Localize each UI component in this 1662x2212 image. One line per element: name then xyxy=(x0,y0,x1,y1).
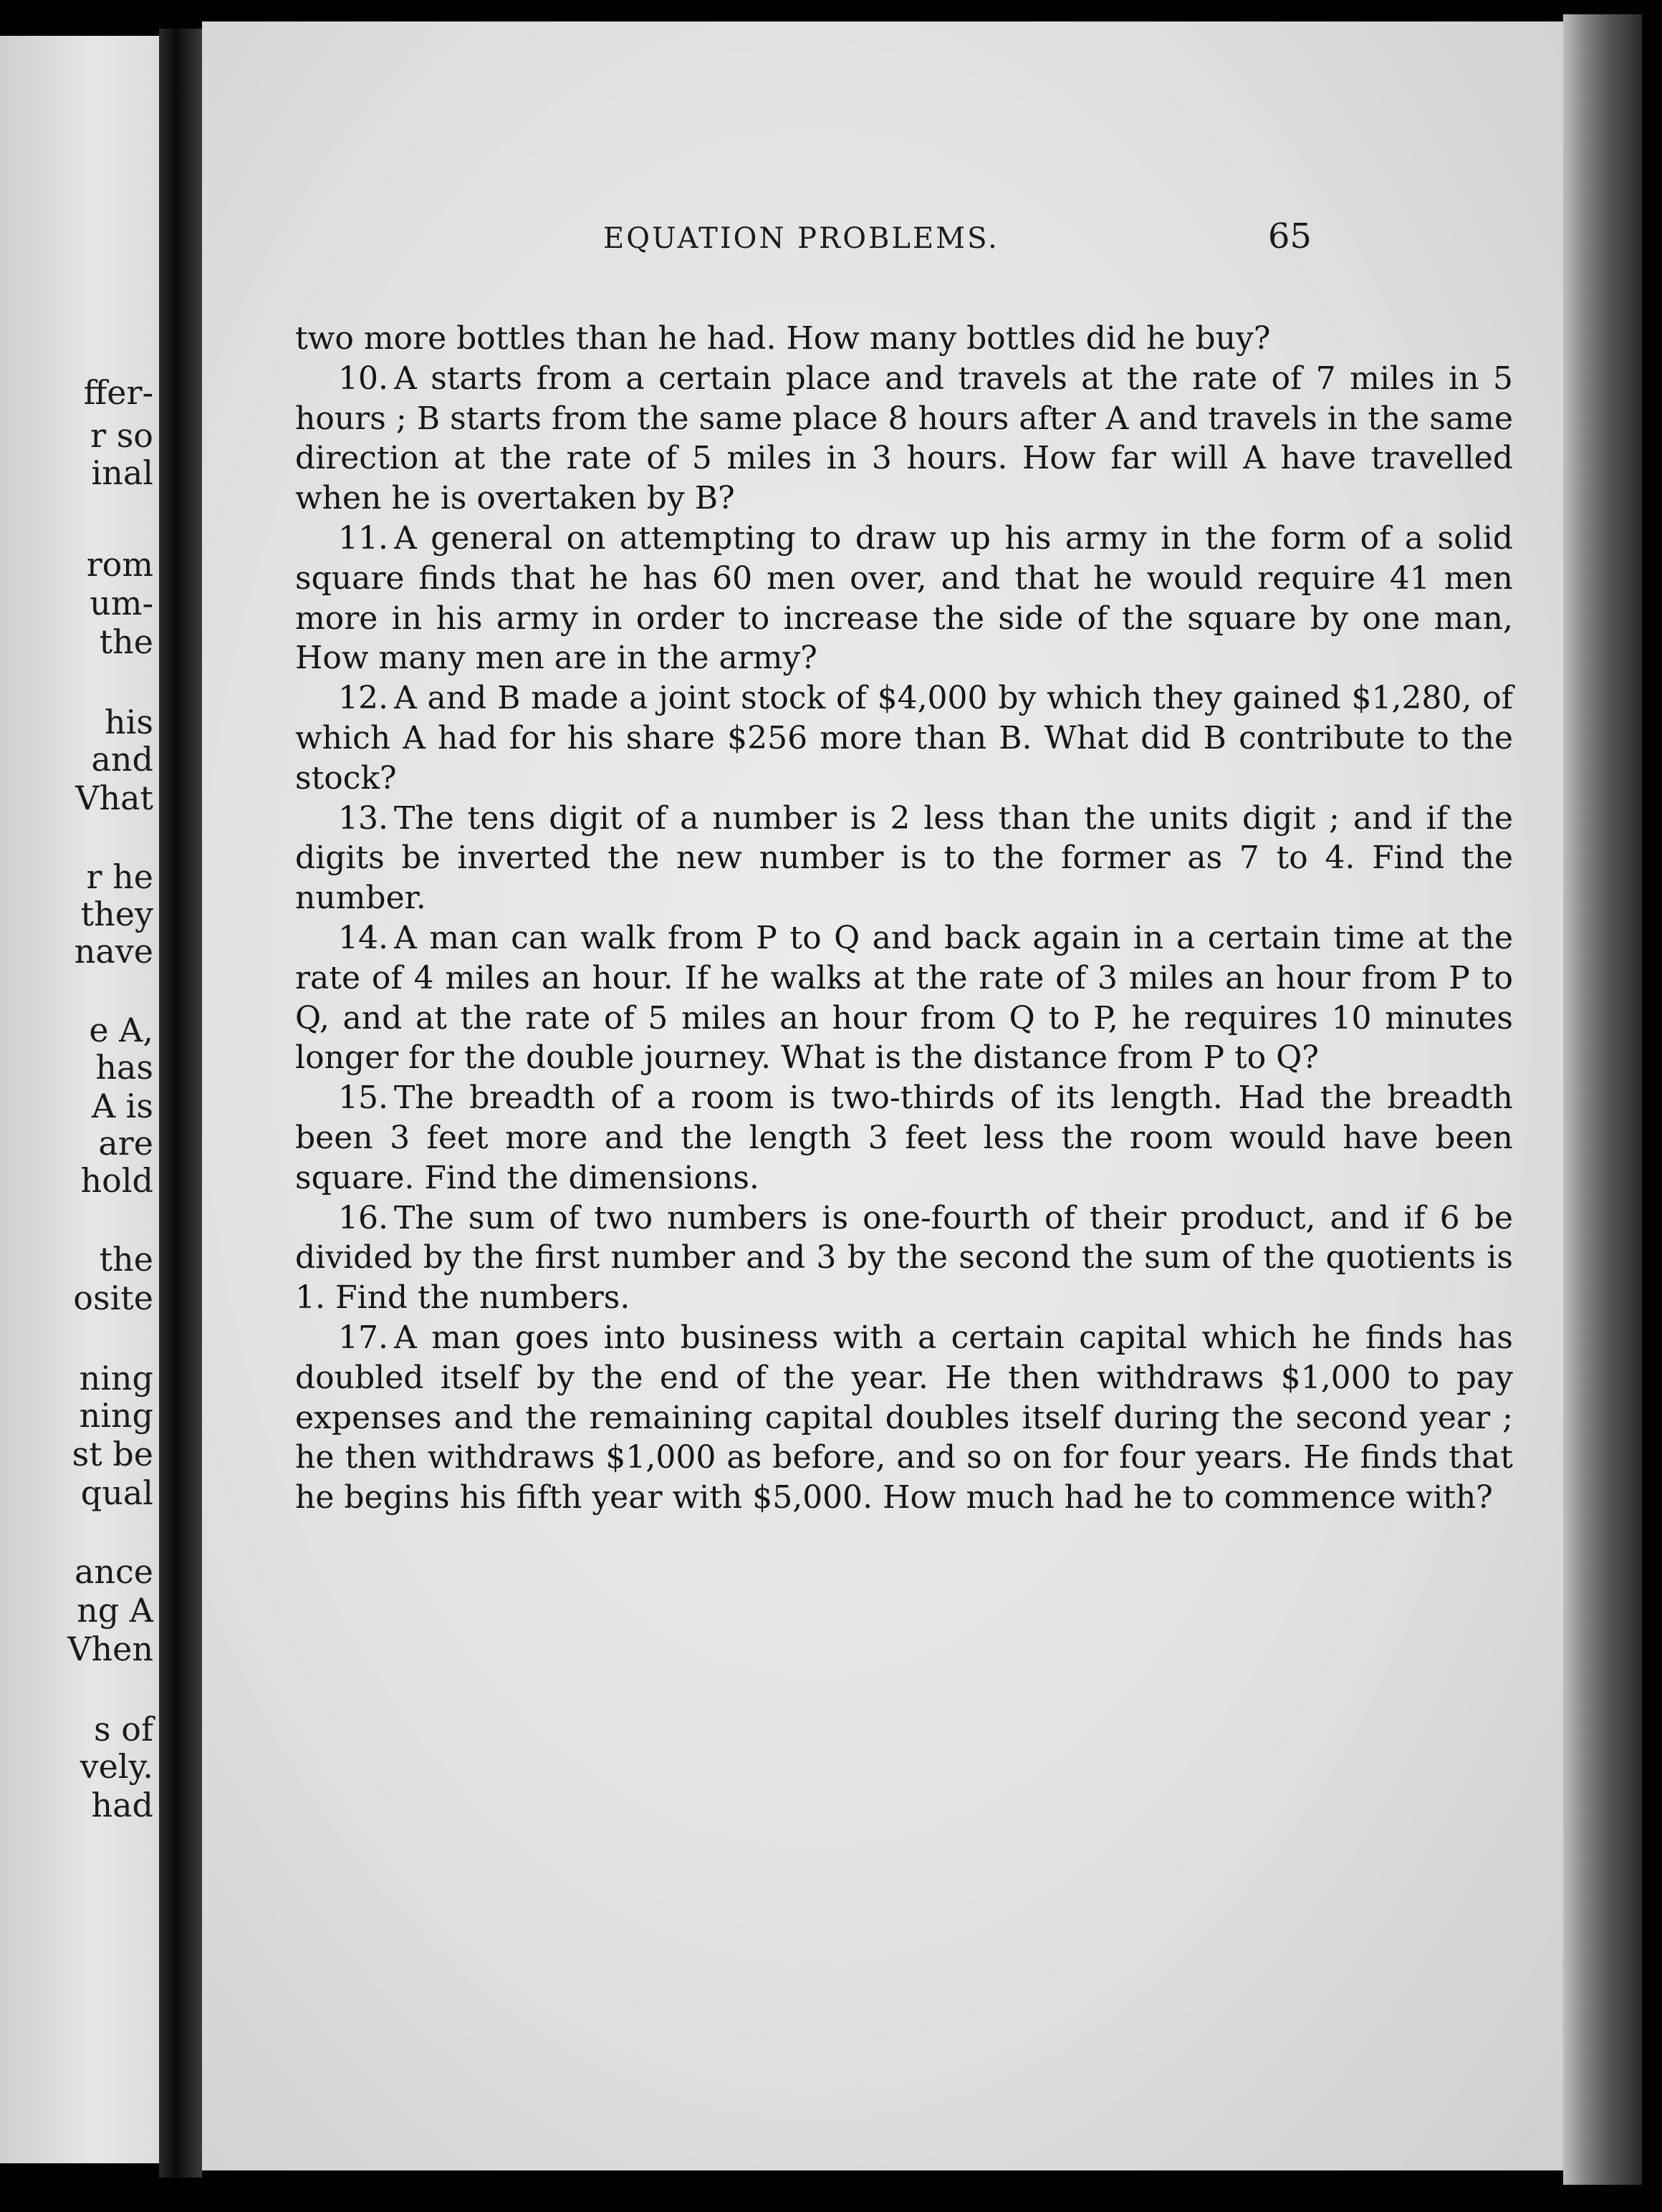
left-page-text-fragment: vely. xyxy=(80,1747,153,1786)
problem-text: A general on attempting to draw up his army in the form of a solid square finds that he has 60 men over, and that he would require 41 men more in his army in order to increase the side of the square by one man, How many men are in the army? xyxy=(295,519,1513,677)
left-page-text-fragment: osite xyxy=(73,1279,153,1317)
problem-10 xyxy=(295,359,1513,519)
left-page-text-fragment: the xyxy=(99,622,153,661)
left-page-text-fragment: r so xyxy=(90,416,153,455)
page-body xyxy=(295,319,1513,1518)
problem-15 xyxy=(295,1078,1513,1198)
problem-number: 14. xyxy=(338,919,388,956)
left-page-text-fragment: ance xyxy=(74,1552,153,1591)
left-page-text-fragment: rom xyxy=(86,545,153,584)
problem-number: 15. xyxy=(338,1079,388,1117)
problem-number: 11. xyxy=(338,519,388,557)
right-page xyxy=(202,21,1563,2170)
paragraph-continuation xyxy=(295,319,1513,359)
page-edge xyxy=(1563,14,1642,2185)
page-header xyxy=(202,216,1563,265)
left-page-fragment xyxy=(0,36,159,2163)
book-gutter xyxy=(159,29,202,2178)
problem-number: 16. xyxy=(338,1199,388,1236)
left-page-text-fragment: they xyxy=(80,895,153,933)
left-page-text-fragment: hold xyxy=(80,1161,153,1200)
left-page-text-fragment: are xyxy=(98,1124,153,1163)
problem-text: The sum of two numbers is one-fourth of their product, and if 6 be divided by the first number and 3 by the second the sum of the quotients is 1. Find the numbers. xyxy=(295,1199,1513,1317)
running-head: EQUATION PROBLEMS. xyxy=(603,222,999,255)
left-page-text-fragment: had xyxy=(91,1786,153,1824)
problem-text: A man goes into business with a certain capital which he finds has doubled itself by the end of the year. He then withdraws $1,000 to pay expenses and the remaining capital doubles itself during the second year ; he then withdraws $1,000 as before, and so on for four years. He finds that he begins his fifth year with $5,000. How much had he to commence with? xyxy=(295,1319,1513,1516)
left-page-text-fragment: ng A xyxy=(77,1591,153,1630)
problem-16 xyxy=(295,1198,1513,1318)
left-page-text-fragment: A is xyxy=(91,1087,153,1125)
problem-11 xyxy=(295,519,1513,678)
left-page-text-fragment: e A, xyxy=(89,1011,153,1049)
problem-number: 17. xyxy=(338,1319,388,1356)
left-page-text-fragment: his xyxy=(105,703,153,741)
left-page-text-fragment: r he xyxy=(86,857,153,896)
problem-text: The breadth of a room is two-thirds of its length. Had the breadth been 3 feet more and the length 3 feet less the room would have been square. Find the dimensions. xyxy=(295,1079,1513,1196)
left-page-text-fragment: Vhat xyxy=(75,779,153,817)
left-page-text-fragment: um- xyxy=(90,584,153,622)
left-page-text-fragment: and xyxy=(91,740,153,779)
left-page-text-fragment: s of xyxy=(94,1710,153,1749)
left-page-text-fragment: the xyxy=(99,1240,153,1279)
problem-text: The tens digit of a number is 2 less than the units digit ; and if the digits be inverted the new number is to the former as 7 to 4. Find the number. xyxy=(295,799,1513,917)
left-page-text-fragment: inal xyxy=(91,453,153,492)
page-number: 65 xyxy=(1268,216,1312,256)
left-page-text-fragment: ffer- xyxy=(83,373,153,412)
left-page-text-fragment: has xyxy=(95,1048,153,1087)
left-page-text-fragment: qual xyxy=(80,1473,153,1512)
left-page-text-fragment: Vhen xyxy=(67,1630,153,1668)
problem-number: 12. xyxy=(338,680,388,717)
problem-number: 13. xyxy=(338,799,388,837)
left-page-text-fragment: ning xyxy=(79,1396,153,1435)
problem-text: A and B made a joint stock of $4,000 by which they gained $1,280, of which A had for his share $256 more than B. What did B contribute to the stock? xyxy=(295,680,1513,797)
problem-12 xyxy=(295,678,1513,798)
problem-text: A man can walk from P to Q and back again in a certain time at the rate of 4 miles an hour. If he walks at the rate of 3 miles an hour from P to Q, and at the rate of 5 miles an hour from Q to P, he requires 10 minutes longer for the double journey. What is the distance from P to Q? xyxy=(295,919,1513,1077)
left-page-text-fragment: ning xyxy=(79,1359,153,1398)
left-page-text-fragment: st be xyxy=(72,1435,153,1473)
problem-number: 10. xyxy=(338,360,388,397)
left-page-text-fragment: nave xyxy=(74,932,153,971)
problem-text: A starts from a certain place and travels at the rate of 7 miles in 5 hours ; B starts from the same place 8 hours after A and travels in the same direction at the rate of 5 miles in 3 hours. How far will A have travelled when he is overtaken by B? xyxy=(295,360,1513,517)
paragraph-text: two more bottles than he had. How many bottles did he buy? xyxy=(295,320,1271,357)
problem-14 xyxy=(295,918,1513,1078)
problem-17 xyxy=(295,1318,1513,1518)
problem-13 xyxy=(295,799,1513,918)
